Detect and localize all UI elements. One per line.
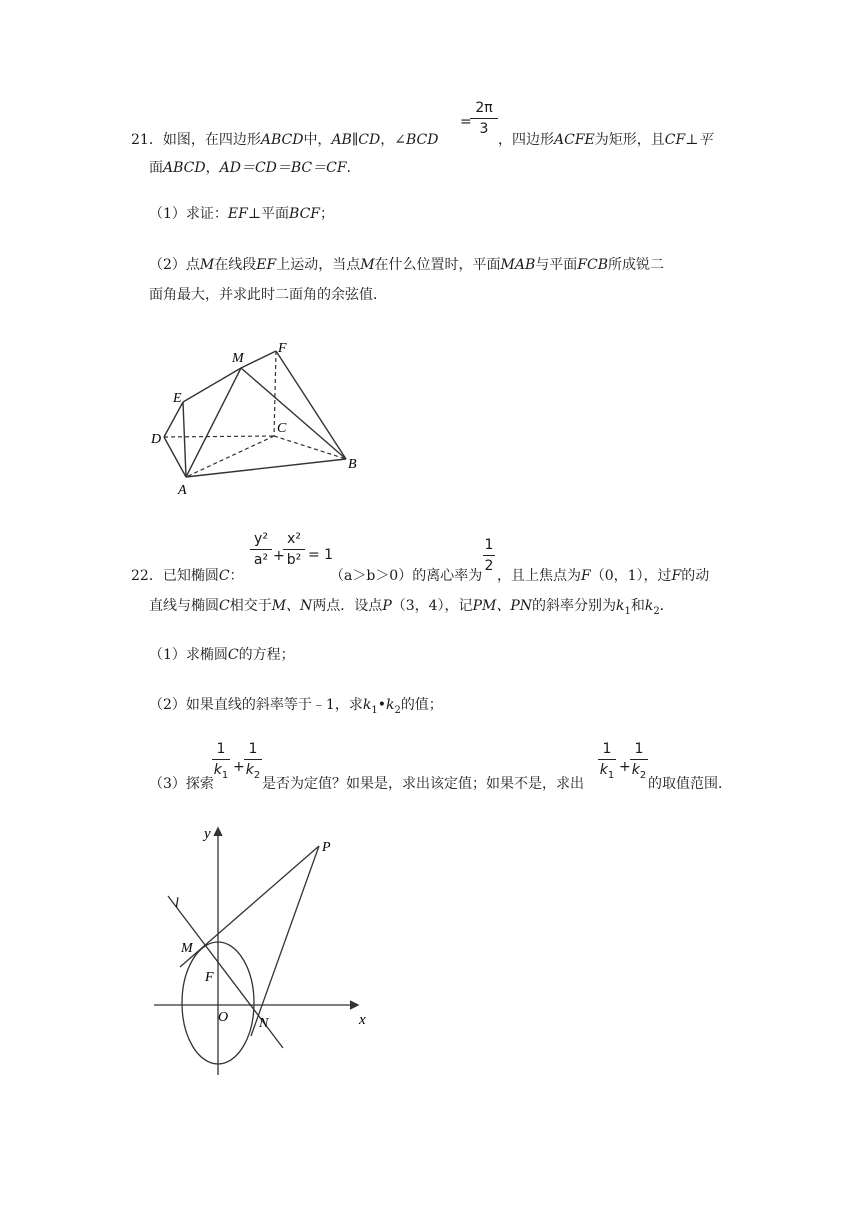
label-D: D (151, 432, 162, 447)
label-O: O (218, 1010, 229, 1025)
q21-part2-line2: 面角最大，并求此时二面角的余弦值． (149, 287, 387, 303)
edge-CB (274, 436, 346, 459)
q22-ecc-frac: 1 2 (484, 537, 494, 574)
q22-p3-frac3: 1 $k_1$ (599, 741, 615, 781)
q21-frac-den: 3 (479, 121, 489, 137)
q22-p3-plus1: + (233, 759, 245, 775)
edge-FB (276, 351, 346, 459)
edge-AB (186, 459, 346, 477)
label-E: E (173, 391, 182, 406)
q21-line1-tail: ，四边形ACFE为矩形，且CF⊥平 (498, 132, 713, 148)
label-y: y (204, 826, 211, 842)
q22-part3-c: 的取值范围． (648, 776, 732, 792)
label-l: l (175, 896, 179, 911)
q22-eq-frac-x: x² b² (283, 531, 305, 568)
label-x: x (359, 1012, 366, 1028)
label-P: P (322, 840, 331, 855)
q21-figure (148, 338, 378, 498)
q21-frac-eq: = (460, 114, 472, 130)
q22-eq-frac-y: y² a² (250, 531, 272, 568)
q22-p3-plus2: + (619, 759, 631, 775)
q22-eq-plus: + (273, 548, 285, 564)
x-axis-arrow (350, 1001, 358, 1009)
edge-FC (274, 351, 276, 436)
q21-number: 21． (131, 132, 163, 148)
label-N: N (259, 1016, 269, 1031)
q22-p3-frac1: 1 $k_1$ (213, 741, 229, 781)
label-M: M (232, 351, 244, 366)
q21-angle-fraction (470, 100, 498, 137)
q22-line1-b: （a＞b＞0）的离心率为 (330, 568, 483, 584)
q22-figure (148, 818, 380, 1080)
q21-frac-num: 2π (475, 100, 493, 116)
q22-part3-b: 是否为定值？如果是，求出该定值；如果不是，求出 (262, 776, 584, 792)
label-F: F (278, 341, 287, 356)
q22-part1: （1）求椭圆C的方程； (149, 647, 295, 663)
q22-eq-rhs: = 1 (308, 547, 334, 563)
label-A: A (178, 483, 187, 498)
segment-PN (251, 846, 319, 1036)
q21-line1: 21．如图，在四边形ABCD中，AB∥CD，∠BCD (131, 132, 439, 148)
q22-p3-frac2: 1 $k_2$ (245, 741, 261, 781)
edge-DA (164, 437, 186, 477)
q22-line2: 直线与椭圆C相交于M、N两点．设点P（3，4），记PM、PN的斜率分别为$k_1$和$k_2$． (149, 598, 674, 617)
edge-MB (241, 368, 346, 459)
q21-part2-line1: （2）点M在线段EF上运动，当点M在什么位置时，平面MAB与平面FCB所成锐二 (149, 257, 664, 273)
edge-ED (164, 402, 183, 437)
q21-frac-bar (470, 118, 498, 119)
segment-PM (180, 846, 319, 967)
edge-DC (164, 436, 274, 437)
label-F: F (205, 970, 214, 985)
edge-EA (183, 402, 186, 477)
q21-part1: （1）求证：EF⊥平面BCF； (149, 206, 335, 222)
q22-line1-a: 22．已知椭圆C： (131, 568, 244, 584)
label-C: C (277, 421, 287, 436)
label-B: B (348, 457, 357, 472)
q22-number: 22． (131, 568, 163, 584)
q22-line1-c: ，且上焦点为F（0，1），过F的动 (497, 568, 710, 584)
q22-part3-a: （3）探索 (149, 776, 214, 792)
y-axis-arrow (214, 828, 222, 836)
q22-part2: （2）如果直线的斜率等于﹣1，求$k_1•k_2$的值； (149, 697, 443, 716)
q22-p3-frac4: 1 $k_2$ (631, 741, 647, 781)
edge-MF (241, 351, 276, 368)
label-M: M (181, 941, 193, 956)
edge-CA (186, 436, 274, 477)
q21-line2: 面ABCD，AD＝CD＝BC＝CF． (149, 160, 361, 176)
